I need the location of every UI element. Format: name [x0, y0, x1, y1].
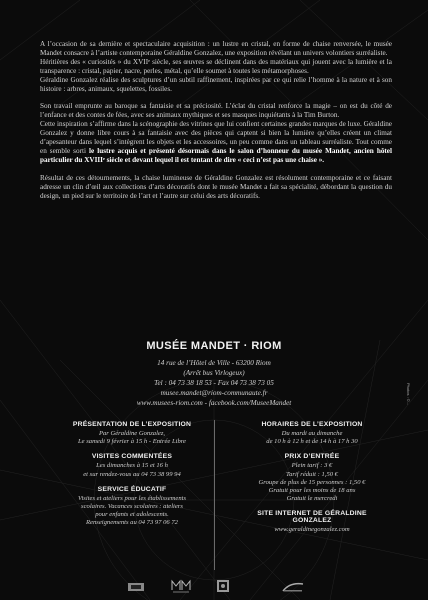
- paragraph: A l’occasion de sa dernière et spectaculaire acquisition : un lustre en cristal, en forme de chaise renversée, le musée Mandet consacre à l’artiste contemporaine Géraldine Gonzalez, une exposition révélant un univers volontiers surréaliste.: [40, 40, 392, 57]
- paragraph: Résultat de ces détournements, la chaise lumineuse de Géraldine Gonzalez est résolument contemporaine et ce faisant adresse un clin d’œil aux collections d’arts décoratifs dont le musée Mandet a fait sa spécialité, débordant la question du design, un pied sur le territoire de l’art et l’autre sur celui des arts décoratifs.: [40, 173, 392, 200]
- paragraph: Héritières des « curiosités » du XVIIᵉ siècle, ses œuvres se déclinent dans des matériaux qui jouent avec la lumière et la transparence : cristal, papier, nacre, perles, métal, qu’elle soumet à toutes les métamorphoses.: [40, 57, 392, 75]
- museum-address: 14 rue de l’Hôtel de Ville - 63200 Riom: [157, 359, 271, 367]
- visites-text: Les dimanches à 15 et 16 h: [96, 462, 168, 470]
- service-educatif-text: scolaires. Vacances scolaires : ateliers: [81, 503, 183, 511]
- website-link[interactable]: www.geraldinegonzalez.com: [274, 526, 350, 534]
- riom-communaute-logo: [127, 580, 145, 594]
- presentation-text: Par Géraldine Gonzalez,: [98, 430, 166, 437]
- photo-credit: Photos : ©...: [406, 383, 411, 406]
- service-educatif-text: Renseignements au 04 73 97 06 72: [86, 519, 178, 527]
- museum-web-links[interactable]: www.musees-riom.com - facebook.com/MuseeMandet: [136, 399, 292, 407]
- website-heading: SITE INTERNET DE GÉRALDINE GONZALEZ: [257, 510, 367, 525]
- paragraph: Son travail emprunte au baroque sa fantaisie et sa préciosité. L’éclat du cristal renforce la magie – on est du côté de l’enfance et des contes de fées, avec ses animaux mythiques et ses masques inquiétants à la Tim Burton.: [40, 102, 392, 120]
- hours-text: de 10 h à 12 h et de 14 h à 17 h 30: [266, 438, 358, 446]
- paragraph: [40, 120, 392, 165]
- info-column-left: [57, 421, 207, 528]
- paragraph-text: Cette inspiration s’affirme dans la scénographie des vitrines que lui confient certaines grandes marques de luxe. Géraldine Gonzalez y donne libre cours à sa fantaisie avec des pièces qui captent si bien la lumière qu’elles créent un climat d’apesanteur dans lequel s’intègrent les objets et les accessoires, un peu comme dans un tableau surréaliste. Tout comme en semble sorti: [40, 120, 392, 155]
- prix-text: Tarif réduit : 1,50 €: [286, 470, 338, 478]
- visites-heading: VISITES COMMENTÉES: [91, 453, 173, 461]
- prix-text: Groupe de plus de 15 personnes : 1,50 €: [258, 478, 366, 486]
- museum-name: MUSÉE MANDET · RIOM: [146, 340, 282, 352]
- column-divider: [214, 420, 215, 570]
- prix-text: Gratuit le mercredi: [286, 495, 338, 503]
- service-educatif-text: Visites et ateliers pour les établissements: [77, 494, 187, 502]
- prix-text: Plein tarif : 3 €: [291, 462, 333, 470]
- museum-phone: Tel : 04 73 38 18 53 - Fax 04 73 38 73 05: [154, 379, 274, 387]
- hours-text: Du mardi au dimanche: [281, 430, 343, 437]
- presentation-text: Le samedi 9 février à 15 h - Entrée Libre: [78, 438, 186, 446]
- museum-bus-stop: (Arrêt bus Virlogeux): [183, 369, 245, 377]
- paragraph-bold-text: le lustre acquis et présenté désormais dans le salon d’honneur du musée Mandet, ancien hôtel particulier du XVIIIᵉ siècle et devant lequel il est tentant de dire « ceci n’est pas une chaise ».: [40, 146, 392, 164]
- paragraph: Géraldine Gonzalez réalise des sculptures d’un subtil raffinement, inspirées par ce qui relie l’homme à la nature et à son histoire : arbres, animaux, squelettes, fossiles.: [40, 75, 392, 93]
- museum-contact-block: [0, 340, 428, 408]
- visites-text: et sur rendez-vous au 04 73 38 99 94: [83, 470, 181, 478]
- service-educatif-text: pour enfants et adolescents.: [95, 511, 169, 519]
- info-column-right: [237, 421, 387, 535]
- museum-email[interactable]: musee.mandet@riom-communaute.fr: [160, 389, 268, 397]
- prix-text: Gratuit pour les moins de 18 ans: [268, 487, 356, 495]
- exposition-description: [40, 40, 392, 210]
- partner-logos: [0, 578, 428, 596]
- service-educatif-heading: SERVICE ÉDUCATIF: [97, 485, 167, 493]
- hours-heading: HORAIRES DE L’EXPOSITION: [261, 421, 363, 428]
- presentation-heading: PRÉSENTATION DE L’EXPOSITION: [72, 421, 192, 428]
- region-logo: [216, 579, 230, 593]
- sponsor-logo: [282, 581, 304, 593]
- prix-heading: PRIX D’ENTRÉE: [284, 453, 340, 461]
- mm-musee-mandet-logo: [170, 578, 192, 594]
